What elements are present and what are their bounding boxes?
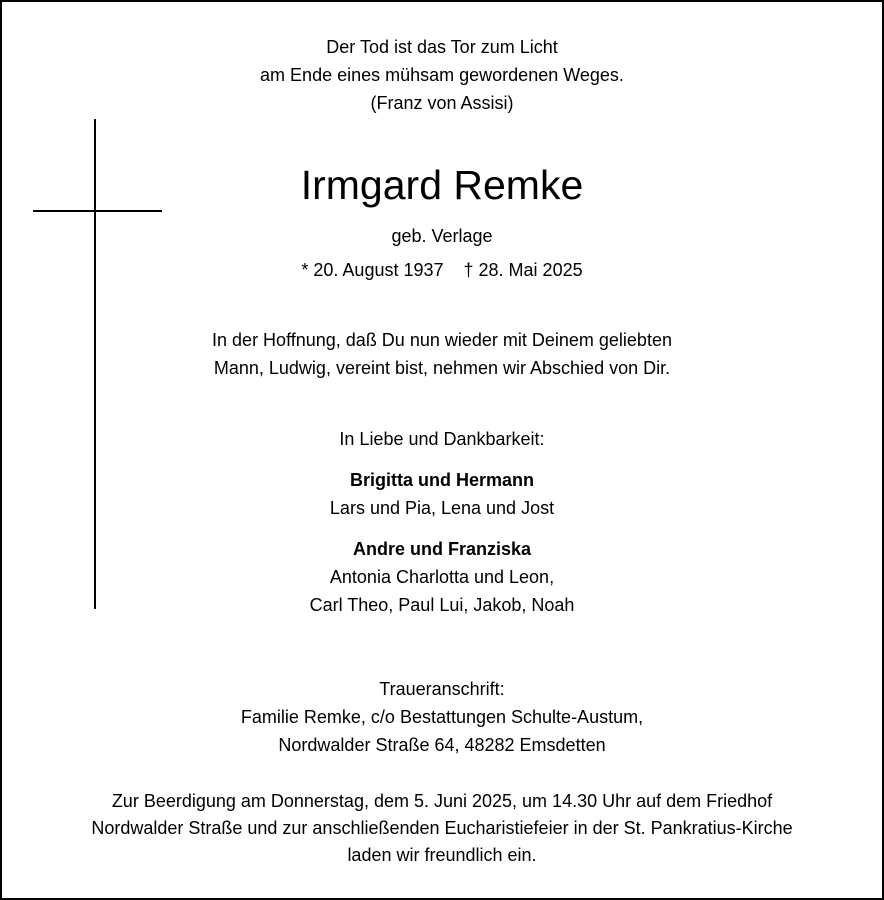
message-line-2: Mann, Ludwig, vereint bist, nehmen wir Abschied von Dir. xyxy=(213,358,671,378)
deceased-name: Irmgard Remke xyxy=(300,162,584,208)
family-2-names: Andre und Franziska xyxy=(352,539,532,559)
message-line-1: In der Hoffnung, daß Du nun wieder mit Deinem geliebten xyxy=(212,330,672,350)
family-2-children-1: Antonia Charlotta und Leon, xyxy=(329,567,555,587)
quote-author: (Franz von Assisi) xyxy=(370,93,514,113)
life-dates xyxy=(0,256,884,285)
family-1-children: Lars und Pia, Lena und Jost xyxy=(329,498,555,518)
birth-date: * 20. August 1937 xyxy=(301,260,444,280)
address-line-2: Nordwalder Straße 64, 48282 Emsdetten xyxy=(278,735,606,755)
address-label: Traueranschrift: xyxy=(379,679,505,699)
family-1-names: Brigitta und Hermann xyxy=(349,470,534,490)
family-2-children-2: Carl Theo, Paul Lui, Jakob, Noah xyxy=(309,595,575,615)
cross-icon-bar xyxy=(33,210,162,212)
quote-line-1: Der Tod ist das Tor zum Licht xyxy=(326,37,558,57)
address-line-1: Familie Remke, c/o Bestattungen Schulte-Austum, xyxy=(240,707,644,727)
funeral-line-2: Nordwalder Straße und zur anschließenden Eucharistiefeier in der St. Pankratius-Kirche xyxy=(91,818,793,838)
funeral-line-1: Zur Beerdigung am Donnerstag, dem 5. Juni 2025, um 14.30 Uhr auf dem Friedhof xyxy=(111,791,773,811)
birth-name: geb. Verlage xyxy=(391,226,493,246)
funeral-line-3: laden wir freundlich ein. xyxy=(347,845,537,865)
mourners-intro: In Liebe und Dankbarkeit: xyxy=(339,429,545,449)
quote-line-2: am Ende eines mühsam gewordenen Weges. xyxy=(260,65,624,85)
death-date: † 28. Mai 2025 xyxy=(463,260,583,280)
